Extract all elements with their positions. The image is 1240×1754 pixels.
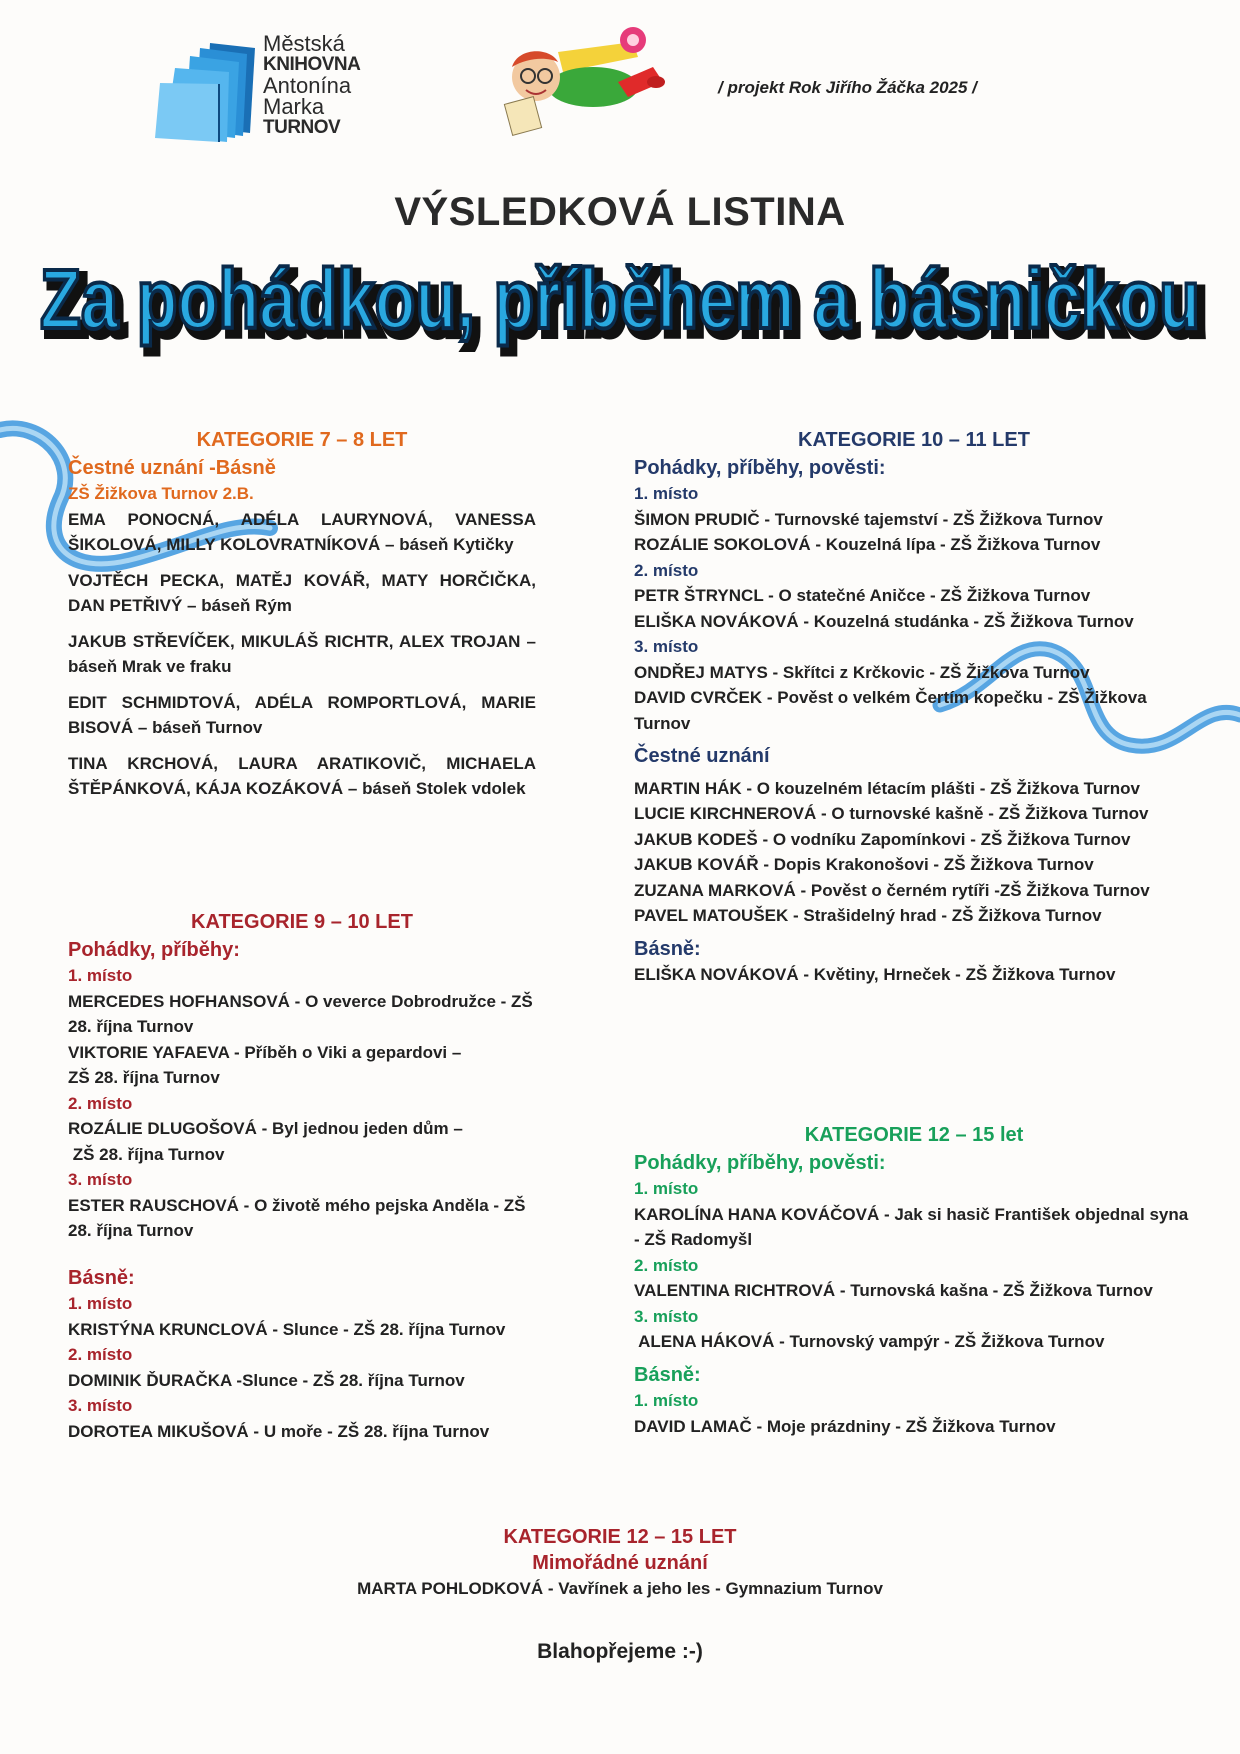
logo-line-1: Městská [263, 31, 345, 56]
result-entry: VALENTINA RICHTROVÁ - Turnovská kašna - ZŠ Žižkova Turnov [634, 1281, 1153, 1300]
special-award-entry: MARTA POHLODKOVÁ - Vavřínek a jeho les - Gymnazium Turnov [357, 1579, 883, 1598]
place-label: 1. místo [634, 484, 699, 503]
category-10-11-title: KATEGORIE 10 – 11 LET [798, 429, 1030, 451]
result-entry: ALENA HÁKOVÁ - Turnovský vampýr - ZŠ Žižkova Turnov [634, 1332, 1105, 1351]
poems-heading: Básně: [634, 937, 701, 960]
honor-heading: Čestné uznání [634, 745, 770, 767]
project-label: / projekt Rok Jiřího Žáčka 2025 / [718, 78, 977, 97]
honor-entry: ZUZANA MARKOVÁ - Pověst o černém rytíři -ZŠ Žižkova Turnov [634, 880, 1150, 900]
group-entry: JAKUB STŘEVÍČEK, MIKULÁŠ RICHTR, ALEX TROJAN – báseň Mrak ve fraku [68, 631, 536, 676]
stories-heading: Pohádky, příběhy, pověsti: [634, 1151, 886, 1174]
result-entry: KRISTÝNA KRUNCLOVÁ - Slunce - ZŠ 28. října Turnov [68, 1319, 506, 1339]
place-label: 1. místo [68, 1294, 133, 1313]
place-label: 3. místo [634, 637, 699, 656]
place-label: 1. místo [68, 966, 133, 985]
logo-line-2: KNIHOVNA [263, 54, 361, 75]
result-entry: DOROTEA MIKUŠOVÁ - U moře - ZŠ 28. října Turnov [68, 1421, 490, 1441]
left-column [68, 428, 536, 802]
event-banner [20, 248, 1220, 358]
stories-heading: Pohádky, příběhy, pověsti: [634, 456, 886, 479]
category-10-11-block [634, 428, 1194, 988]
result-entry: ELIŠKA NOVÁKOVÁ - Květiny, Hrneček - ZŠ Žižkova Turnov [634, 965, 1116, 984]
result-entry: DOMINIK ĎURAČKA -Slunce - ZŠ 28. října Turnov [68, 1370, 465, 1390]
group-entry: TINA KRCHOVÁ, LAURA ARATIKOVIČ, MICHAELA ŠTĚPÁNKOVÁ, KÁJA KOZÁKOVÁ – báseň Stolek vdolek [68, 753, 536, 798]
category-9-10-title: KATEGORIE 9 – 10 LET [191, 911, 413, 933]
place-label: 1. místo [634, 1179, 699, 1198]
result-entry: PETR ŠTRYNCL - O statečné Aničce - ZŠ Žižkova Turnov [634, 586, 1091, 605]
stories-heading: Pohádky, příběhy: [68, 938, 240, 961]
result-entry-school: ZŠ 28. října Turnov [68, 1144, 225, 1164]
honor-entry: PAVEL MATOUŠEK - Strašidelný hrad - ZŠ Žižkova Turnov [634, 906, 1102, 925]
group-entry: EDIT SCHMIDTOVÁ, ADÉLA ROMPORTLOVÁ, MARIE BISOVÁ – báseň Turnov [68, 692, 536, 737]
result-entry: ŠIMON PRUDIČ - Turnovské tajemství - ZŠ Žižkova Turnov [634, 509, 1103, 529]
place-label: 2. místo [634, 1255, 699, 1275]
library-logo [155, 30, 385, 145]
group-entry: EMA PONOCNÁ, ADÉLA LAURYNOVÁ, VANESSA ŠIKOLOVÁ, MILLY KOLOVRATNÍKOVÁ – báseň Kytičky [68, 509, 536, 554]
poems-heading: Básně: [68, 1266, 135, 1289]
result-entry-school: ZŠ 28. října Turnov [68, 1068, 220, 1087]
logo-line-4: Marka [263, 94, 325, 119]
place-label: 1. místo [634, 1391, 699, 1410]
page-title: VÝSLEDKOVÁ LISTINA [394, 190, 846, 234]
category-7-8-school: ZŠ Žižkova Turnov 2.B. [68, 484, 254, 503]
banner-text: Za pohádkou, příběhem a básničkou [40, 252, 1200, 346]
result-entry: KAROLÍNA HANA KOVÁČOVÁ - Jak si hasič František objednal syna - ZŠ Radomyšl [634, 1204, 1189, 1249]
honor-entry: MARTIN HÁK - O kouzelném létacím plášti - ZŠ Žižkova Turnov [634, 778, 1140, 798]
honor-entry: JAKUB KODEŠ - O vodníku Zapomínkovi - ZŠ Žižkova Turnov [634, 829, 1131, 849]
flying-boy-mascot-icon [488, 12, 668, 147]
logo-line-5: TURNOV [263, 117, 341, 138]
result-entry: DAVID LAMAČ - Moje prázdniny - ZŠ Žižkova Turnov [634, 1416, 1056, 1436]
result-entry: MERCEDES HOFHANSOVÁ - O veverce Dobrodružce - ZŠ 28. října Turnov [68, 991, 533, 1036]
result-entry: ELIŠKA NOVÁKOVÁ - Kouzelná studánka - ZŠ Žižkova Turnov [634, 611, 1134, 631]
place-label: 3. místo [68, 1170, 133, 1189]
place-label: 2. místo [634, 560, 699, 580]
result-entry: ONDŘEJ MATYS - Skřítci z Krčkovic - ZŠ Žižkova Turnov [634, 662, 1090, 682]
place-label: 2. místo [68, 1093, 133, 1113]
category-7-8-title: KATEGORIE 7 – 8 LET [196, 429, 408, 451]
category-9-10-block [68, 910, 536, 1444]
special-award-heading: Mimořádné uznání [532, 1551, 708, 1574]
category-12-15-block [634, 1123, 1194, 1439]
special-award-block [0, 1525, 1240, 1602]
banner-text-shadow: Za pohádkou, příběhem a básničkou [46, 258, 1206, 352]
category-12-15-title: KATEGORIE 12 – 15 let [804, 1124, 1024, 1146]
result-entry: ROZÁLIE SOKOLOVÁ - Kouzelná lípa - ZŠ Žižkova Turnov [634, 535, 1101, 554]
closing-message: Blahopřejeme :-) [537, 1640, 703, 1663]
group-entry: VOJTĚCH PECKA, MATĚJ KOVÁŘ, MATY HORČIČKA, DAN PETŘIVÝ – báseň Rým [68, 570, 536, 615]
honor-entry: JAKUB KOVÁŘ - Dopis Krakonošovi - ZŠ Žižkova Turnov [634, 855, 1094, 874]
result-entry: ESTER RAUSCHOVÁ - O životě mého pejska Anděla - ZŠ 28. října Turnov [68, 1195, 526, 1240]
result-entry: DAVID CVRČEK - Pověst o velkém Čertím kopečku - ZŠ Žižkova Turnov [634, 688, 1147, 733]
place-label: 3. místo [68, 1396, 133, 1415]
honor-entry: LUCIE KIRCHNEROVÁ - O turnovské kašně - ZŠ Žižkova Turnov [634, 804, 1149, 823]
book-icon [155, 38, 260, 143]
result-entry: VIKTORIE YAFAEVA - Příběh o Viki a gepardovi – [68, 1042, 462, 1062]
place-label: 3. místo [634, 1306, 699, 1326]
special-category-title: KATEGORIE 12 – 15 LET [503, 1526, 737, 1548]
place-label: 2. místo [68, 1345, 133, 1364]
logo-line-3: Antonína [263, 73, 352, 98]
result-entry: ROZÁLIE DLUGOŠOVÁ - Byl jednou jeden dům – [68, 1119, 463, 1138]
category-7-8-section: Čestné uznání -Básně [68, 456, 276, 479]
poems-heading: Básně: [634, 1363, 701, 1386]
